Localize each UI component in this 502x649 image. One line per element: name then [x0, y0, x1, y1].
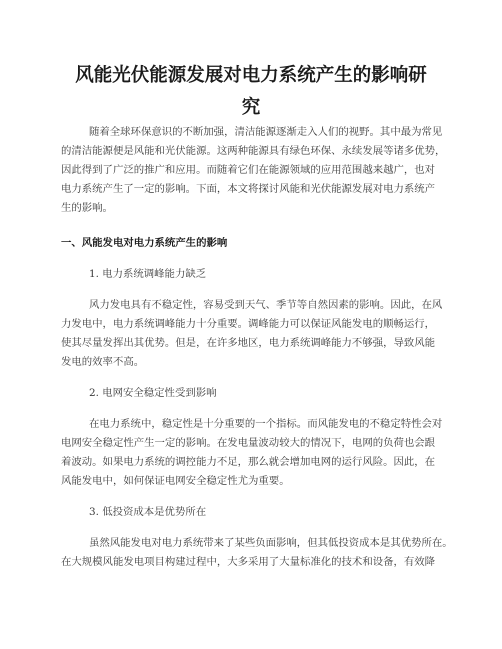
subsection-label: 1. 电力系统调峰能力缺乏: [89, 268, 207, 280]
paragraph-line: 风力发电具有不稳定性，容易受到天气、季节等自然因素的影响。因此，在风: [89, 299, 443, 311]
section-heading: 一、风能发电对电力系统产生的影响: [61, 237, 228, 249]
intro-line: 的清洁能源便是风能和光伏能源。这两种能源具有绿色环保、永续发展等诸多优势，: [61, 145, 446, 157]
intro-line: 因此得到了广泛的推广和应用。而随着它们在能源领域的应用范围越来越广，也对: [61, 164, 436, 176]
paragraph-line: 虽然风能发电对电力系统带来了某些负面影响，但其低投资成本是其优势所在。: [89, 537, 453, 549]
paragraph-line: 电网安全稳定性产生一定的影响。在发电量波动较大的情况下，电网的负荷也会跟: [61, 437, 436, 449]
intro-line: 随着全球环保意识的不断加强，清洁能源逐渐走入人们的视野。其中最为常见: [89, 126, 443, 138]
paragraph-line: 发电的效率不高。: [61, 356, 145, 368]
paragraph-line: 在电力系统中，稳定性是十分重要的一个指标。而风能发电的不稳定特性会对: [89, 418, 443, 430]
paragraph-line: 着波动。如果电力系统的调控能力不足，那么就会增加电网的运行风险。因此，在: [61, 456, 436, 468]
subsection-label: 2. 电网安全稳定性受到影响: [89, 387, 217, 399]
document-title-line-2: 究: [241, 97, 261, 118]
intro-line: 生的影响。: [61, 202, 113, 214]
paragraph-line: 在大规模风能发电项目构建过程中，大多采用了大量标准化的技术和设备，有效降: [61, 556, 436, 568]
document-title-line-1: 风能光伏能源发展对电力系统产生的影响研: [75, 65, 427, 86]
paragraph-line: 使其尽量发挥出其优势。但是，在许多地区，电力系统调峰能力不够强，导致风能: [61, 337, 436, 349]
intro-line: 电力系统产生了一定的影响。下面，本文将探讨风能和光伏能源发展对电力系统产: [61, 183, 436, 195]
paragraph-line: 风能发电中，如何保证电网安全稳定性尤为重要。: [61, 475, 290, 487]
subsection-label: 3. 低投资成本是优势所在: [89, 506, 207, 518]
paragraph-line: 力发电中，电力系统调峰能力十分重要。调峰能力可以保证风能发电的顺畅运行，: [61, 318, 436, 330]
